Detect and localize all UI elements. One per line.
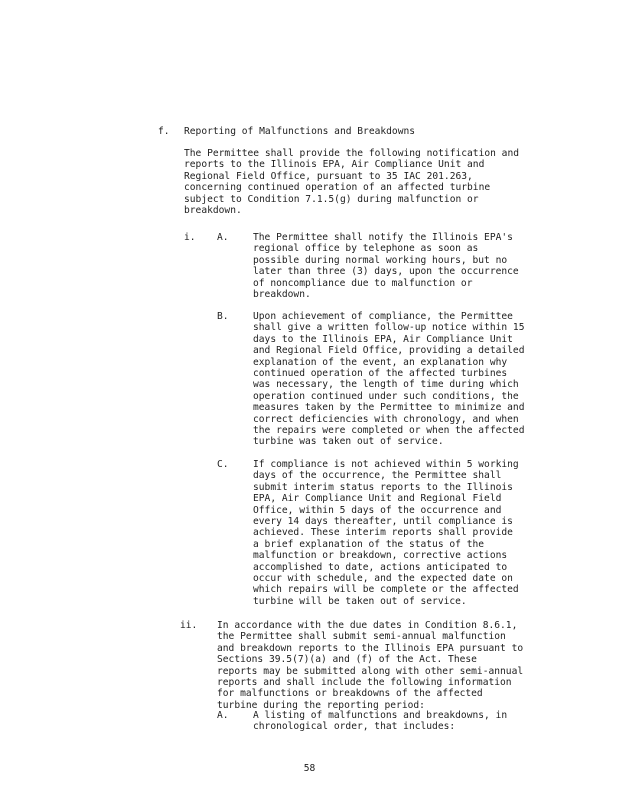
item-i-c-text: If compliance is not achieved within 5 working days of the occurrence, the Permittee shall submit interim status reports to the Illinois EPA, Air Compliance Unit and Regional Field Office, within 5 days of the occurrence and every 14 days thereafter, until compliance is achieved. These interim reports shall provide a brief explanation of the status of the malfunction or breakdown, corrective actions accomplished to date, actions anticipated to occur with schedule, and the expected date on which repairs will be complete or the affected turbine will be taken out of service. — [253, 459, 519, 607]
item-i-label: i. — [184, 232, 196, 243]
item-i-a-label: A. — [217, 232, 229, 243]
item-ii-a-text: A listing of malfunctions and breakdowns, in chronological order, that includes: — [253, 710, 508, 733]
section-heading: Reporting of Malfunctions and Breakdowns — [184, 126, 416, 137]
item-ii-label: ii. — [180, 620, 198, 631]
item-i-c-label: C. — [217, 459, 229, 470]
section-intro-paragraph: The Permittee shall provide the following notification and reports to the Illinois EPA, Air Compliance Unit and Regional Field Office, pursuant to 35 IAC 201.263, concerning continued operation of an affected turbine subject to Condition 7.1.5(g) during malfunction or breakdown. — [184, 148, 520, 217]
section-label: f. — [158, 126, 170, 137]
item-i-a-text: The Permittee shall notify the Illinois EPA's regional office by telephone as soon as possible during normal working hours, but no later than three (3) days, upon the occurrence of noncompliance due to malfunction or breakdown. — [253, 232, 519, 301]
item-ii-text: In accordance with the due dates in Condition 8.6.1, the Permittee shall submit semi-annual malfunction and breakdown reports to the Illinois EPA pursuant to Sections 39.5(7)(a) and (f) of the Act. These reports may be submitted along with other semi-annual reports and shall include the following information for malfunctions or breakdowns of the affected turbine during the reporting period: — [217, 620, 524, 711]
page-number: 58 — [303, 763, 316, 774]
item-i-b-text: Upon achievement of compliance, the Permittee shall give a written follow-up notice within 15 days to the Illinois EPA, Air Compliance Unit and Regional Field Office, providing a detailed explanation of the event, an explanation why continued operation of the affected turbines was necessary, the length of time during which operation continued under such conditions, the measures taken by the Permittee to minimize and correct deficiencies with chronology, and when the repairs were completed or when the affected turbine was taken out of service. — [253, 311, 525, 448]
item-ii-a-label: A. — [217, 710, 229, 721]
item-i-b-label: B. — [217, 311, 229, 322]
